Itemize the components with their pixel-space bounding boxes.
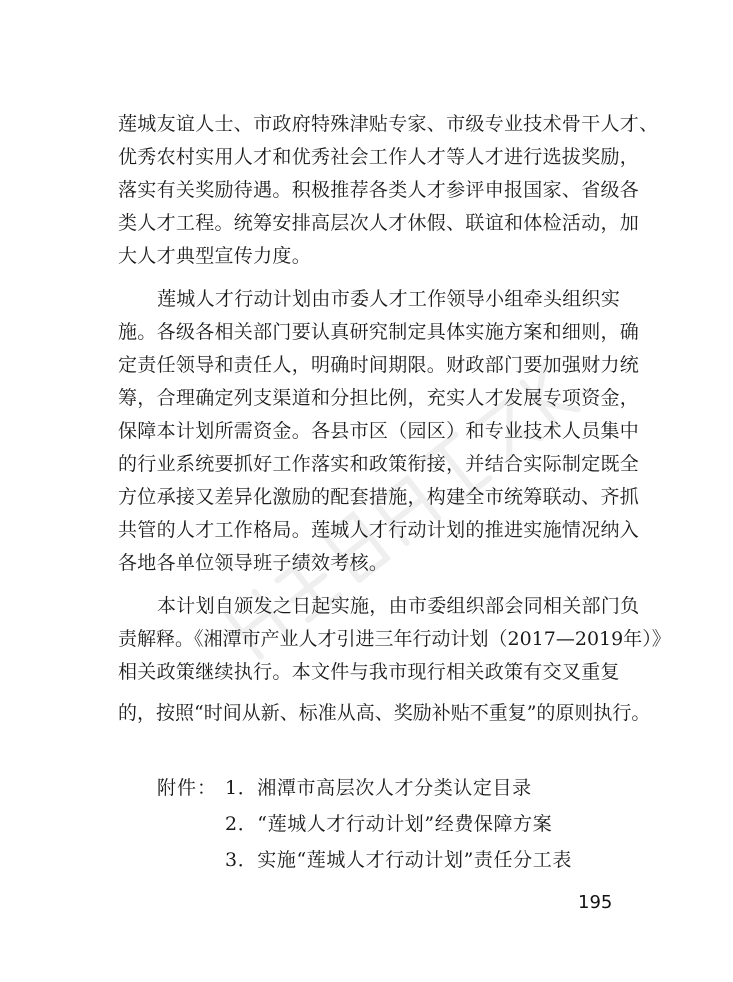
body-line-7: 施。各级各相关部门要认真研究制定具体实施方案和细则，确 [118,321,640,343]
body-line-4: 类人才工程。统筹安排高层次人才休假、联谊和体检活动，加 [118,212,640,234]
body-line-2: 优秀农村实用人才和优秀社会工作人才等人才进行选拔奖励， [118,146,640,168]
body-line-6: 莲城人才行动计划由市委人才工作领导小组牵头组织实 [157,288,621,310]
body-line-8: 定责任领导和责任人，明确时间期限。财政部门要加强财力统 [118,354,640,376]
body-line-13: 共管的人才工作格局。莲城人才行动计划的推进实施情况纳入 [118,519,640,541]
body-line-10: 保障本计划所需资金。各县市区（园区）和专业技术人员集中 [118,420,640,442]
body-line-16: 责解释。《湘潭市产业人才引进三年行动计划（2017—2019年）》 [118,628,671,650]
page-number: 195 [578,892,613,913]
body-line-14: 各地各单位领导班子绩效考核。 [118,552,389,574]
body-line-11: 的行业系统要抓好工作落实和政策衔接，并结合实际制定既全 [118,453,640,475]
attachment-item-1: 1．湘潭市高层次人才分类认定目录 [225,777,532,799]
body-line-18: 的，按照“时间从新、标准从高、奖励补贴不重复”的原则执行。 [118,702,651,724]
body-line-15: 本计划自颁发之日起实施，由市委组织部会同相关部门负 [157,595,640,617]
body-line-5: 大人才典型宣传力度。 [118,245,312,267]
body-line-12: 方位承接又差异化激励的配套措施，构建全市统筹联动、齐抓 [118,486,640,508]
body-line-1: 莲城友谊人士、市政府特殊津贴专家、市级专业技术骨干人才、 [118,113,659,135]
attachment-item-3: 3．实施“莲城人才行动计划”责任分工表 [225,849,572,871]
attachment-item-2: 2．“莲城人才行动计划”经费保障方案 [225,813,553,835]
attachments-label: 附件： [157,777,218,799]
body-line-17: 相关政策继续执行。本文件与我市现行相关政策有交叉重复 [118,661,620,683]
body-line-9: 筹，合理确定列支渠道和分担比例，充实人才发展专项资金， [118,387,640,409]
body-line-3: 落实有关奖励待遇。积极推荐各类人才参评申报国家、省级各 [118,179,640,201]
